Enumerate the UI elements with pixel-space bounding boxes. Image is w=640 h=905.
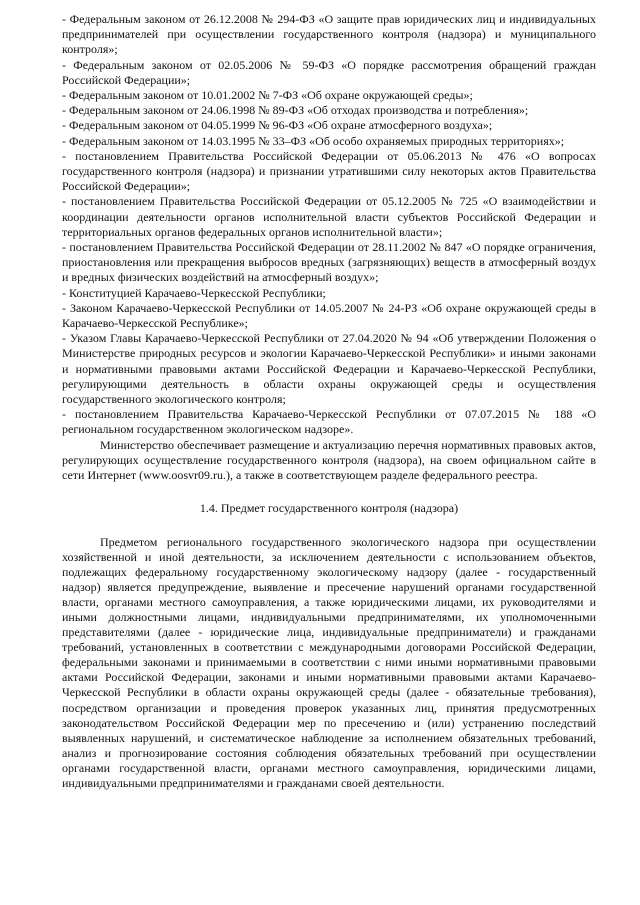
list-item: - Федеральным законом от 14.03.1995 № 33–ФЗ «Об особо охраняемых природных территориях»; <box>62 133 565 148</box>
ministry-paragraph: Министерство обеспечивает размещение и актуализацию перечня нормативных правовых актов, регулирующих осуществление государственного контроля (надзора), на своем официальном сайте в сети Интернет (www.oosvr09.ru.), а также в соответствующем разделе федерального реестра. <box>62 437 596 483</box>
list-item: - Федеральным законом от 24.06.1998 № 89-ФЗ «Об отходах производства и потребления»; <box>62 103 529 118</box>
subject-paragraph: Предметом регионального государственного экологического надзора при осуществлении хозяйственной и иной деятельности, за исключением деятельности с использованием объектов, подлежащих федеральному государственному экологическому надзору (далее - государственный надзор) является предупреждение, выявление и пресечение нарушений органами государственной власти, органами местного самоуправления, а также юридическими лицами, их руководителями и иными должностными лицами, индивидуальными предпринимателями, их уполномоченными представителями (далее - юридические лица, индивидуальные предприниматели) и гражданами требований, установленных в соответствии с международными договорами Российской Федерации, федеральными законами и принимаемыми в соответствии с ними иными нормативными правовыми актами Российской Федерации, законами и иными нормативными правовыми актами Карачаево-Черкесской Республики в области охраны окружающей среды (далее - обязательные требования), посредством организации и проведения проверок указанных лиц, принятия предусмотренных законодательством Российской Федерации мер по пресечению и (или) устранению последствий выявленных нарушений, и систематическое наблюдение за исполнением обязательных требований, анализ и прогнозирование состояния соблюдения обязательных требований при осуществлении органами государственной власти, органами местного самоуправления, юридическими лицами, индивидуальными предпринимателями и гражданами своей деятельности. <box>62 534 596 790</box>
list-item: - Указом Главы Карачаево-Черкесской Республики от 27.04.2020 № 94 «Об утверждении Положения о Министерстве природных ресурсов и экологии Карачаево-Черкесской Республики» и иными законами и нормативными правовыми актами Российской Федерации и Карачаево-Черкесской Республики, регулирующими деятельность в области охраны окружающей среды и осуществления государственного экологического контроля; <box>62 331 596 407</box>
list-item: - постановлением Правительства Российской Федерации от 05.06.2013 № 476 «О вопросах государственного контроля (надзора) и признании утратившими силу некоторых актов Правительства Российской Федерации»; <box>62 148 596 194</box>
list-item: - постановлением Правительства Российской Федерации от 28.11.2002 № 847 «О порядке ограничения, приостановления или прекращения выбросов вредных (загрязняющих) веществ в атмосферный воздух и вредных физических воздействий на атмосферный воздух»; <box>62 240 596 285</box>
section-heading: 1.4. Предмет государственного контроля (надзора) <box>199 501 459 516</box>
list-item: - Федеральным законом от 02.05.2006 № 59-ФЗ «О порядке рассмотрения обращений граждан Российской Федерации»; <box>62 57 596 87</box>
legal-basis-list <box>62 12 596 438</box>
list-item: - Федеральным законом от 04.05.1999 № 96-ФЗ «Об охране атмосферного воздуха»; <box>62 118 493 133</box>
list-item: - постановлением Правительства Российской Федерации от 05.12.2005 № 725 «О взаимодействии и координации деятельности органов исполнительной власти субъектов Российской Федерации и территориальных органов федеральных органов исполнительной власти»; <box>62 194 596 239</box>
document-page <box>62 12 596 791</box>
list-item: - Федеральным законом от 26.12.2008 № 294-ФЗ «О защите прав юридических лиц и индивидуальных предпринимателей при осуществлении государственного контроля (надзора) и муниципального контроля»; <box>62 12 596 57</box>
list-item: - Законом Карачаево-Черкесской Республики от 14.05.2007 № 24-РЗ «Об охране окружающей среды в Карачаево-Черкесской Республике»; <box>62 300 596 331</box>
list-item: - Федеральным законом от 10.01.2002 № 7-ФЗ «Об охране окружающей среды»; <box>62 88 473 103</box>
list-item: - Конституцией Карачаево-Черкесской Республики; <box>62 285 326 300</box>
list-item: - постановлением Правительства Карачаево-Черкесской Республики от 07.07.2015 № 188 «О региональном государственном экологическом надзоре». <box>62 407 596 437</box>
